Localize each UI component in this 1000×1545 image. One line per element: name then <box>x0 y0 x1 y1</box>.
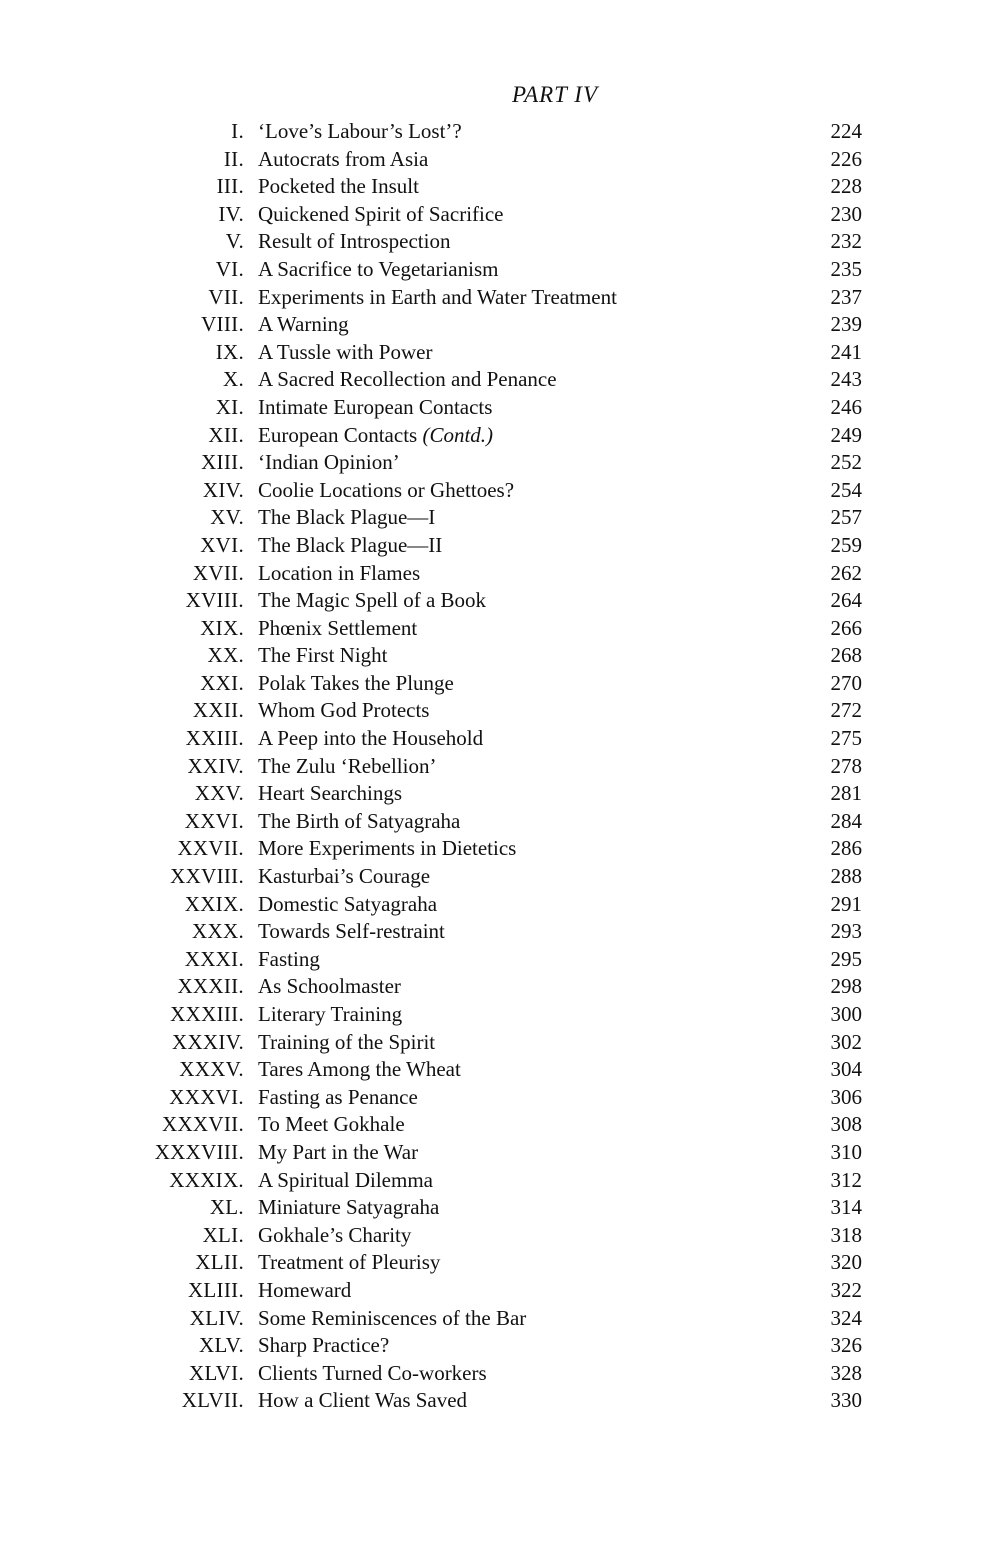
toc-entry <box>0 256 1000 284</box>
chapter-page-number: 272 <box>830 698 862 723</box>
chapter-title-text: The First Night <box>258 643 388 668</box>
chapter-page-number: 330 <box>830 1388 862 1413</box>
chapter-title <box>258 560 420 588</box>
chapter-numeral: V. <box>225 229 244 254</box>
chapter-title-text: ‘Indian Opinion’ <box>258 450 400 475</box>
chapter-page-number: 324 <box>830 1305 862 1330</box>
chapter-numeral: VI. <box>215 256 244 281</box>
chapter-numeral: XXXIX. <box>169 1167 244 1192</box>
chapter-page-number: 322 <box>830 1277 862 1302</box>
chapter-title <box>258 1111 405 1139</box>
chapter-title-text: European Contacts <box>258 422 418 447</box>
chapter-numeral: XII. <box>208 422 244 447</box>
chapter-title-text: The Birth of Satyagraha <box>258 808 461 833</box>
chapter-title-text: My Part in the War <box>258 1139 419 1164</box>
chapter-title-text: A Warning <box>258 312 349 337</box>
toc-entry <box>0 1194 1000 1222</box>
toc-entry <box>0 1277 1000 1305</box>
chapter-numeral: XIV. <box>202 477 244 502</box>
chapter-title <box>258 587 486 615</box>
chapter-page-number: 254 <box>830 477 862 502</box>
chapter-title <box>258 339 432 367</box>
toc-entry <box>0 1001 1000 1029</box>
chapter-title-text: Autocrats from Asia <box>258 146 429 171</box>
chapter-title-text: Miniature Satyagraha <box>258 1195 440 1220</box>
chapter-title <box>258 973 401 1001</box>
chapter-title <box>258 835 516 863</box>
chapter-numeral: II. <box>223 146 244 171</box>
chapter-title-text: Fasting as Penance <box>258 1084 418 1109</box>
chapter-page-number: 310 <box>830 1139 862 1164</box>
chapter-title <box>258 1387 467 1415</box>
chapter-numeral: IV. <box>218 201 244 226</box>
chapter-page-number: 235 <box>830 256 862 281</box>
chapter-page-number: 226 <box>830 146 862 171</box>
chapter-numeral: VII. <box>208 284 244 309</box>
chapter-title-text: Treatment of Pleurisy <box>258 1250 441 1275</box>
toc-entry <box>0 394 1000 422</box>
chapter-title <box>258 1360 487 1388</box>
toc-entry <box>0 1332 1000 1360</box>
chapter-numeral: XLVII. <box>181 1388 244 1413</box>
chapter-title <box>258 725 483 753</box>
chapter-numeral: X. <box>222 367 244 392</box>
chapter-numeral: XLVI. <box>189 1360 244 1385</box>
chapter-title-text: Tares Among the Wheat <box>258 1057 461 1082</box>
toc-entry <box>0 780 1000 808</box>
chapter-title <box>258 1194 439 1222</box>
chapter-title <box>258 284 617 312</box>
chapter-page-number: 230 <box>830 201 862 226</box>
chapter-numeral: XXXV. <box>179 1057 244 1082</box>
chapter-title <box>258 118 462 146</box>
chapter-title-text: The Black Plague—II <box>258 532 443 557</box>
toc-entry <box>0 973 1000 1001</box>
toc-entry <box>0 1387 1000 1415</box>
toc-entry <box>0 697 1000 725</box>
chapter-numeral: XV. <box>210 505 244 530</box>
chapter-title-text: Domestic Satyagraha <box>258 891 438 916</box>
chapter-title <box>258 1222 411 1250</box>
chapter-numeral: XXII. <box>192 698 244 723</box>
chapter-title <box>258 449 400 477</box>
chapter-numeral: XLII. <box>195 1250 244 1275</box>
chapter-title-text: Result of Introspection <box>258 229 451 254</box>
chapter-title <box>258 228 450 256</box>
chapter-page-number: 239 <box>830 312 862 337</box>
chapter-title <box>258 1001 402 1029</box>
chapter-title-text: A Peep into the Household <box>258 726 484 751</box>
toc-entry <box>0 146 1000 174</box>
chapter-title-text: Whom God Protects <box>258 698 430 723</box>
chapter-title <box>258 311 349 339</box>
chapter-title <box>258 670 454 698</box>
toc-entry <box>0 946 1000 974</box>
toc-entry <box>0 1222 1000 1250</box>
chapter-title-text: Sharp Practice? <box>258 1333 390 1358</box>
chapter-numeral: XXVI. <box>184 808 244 833</box>
chapter-title <box>258 642 388 670</box>
chapter-numeral: IX. <box>215 339 244 364</box>
chapter-numeral: XXXII. <box>177 974 244 999</box>
chapter-page-number: 257 <box>830 505 862 530</box>
chapter-page-number: 293 <box>830 919 862 944</box>
toc-entry <box>0 560 1000 588</box>
chapter-numeral: III. <box>216 174 244 199</box>
toc-entry <box>0 725 1000 753</box>
part-heading: PART IV <box>511 82 599 107</box>
toc-entry <box>0 1029 1000 1057</box>
chapter-page-number: 275 <box>830 726 862 751</box>
chapter-title <box>258 753 436 781</box>
chapter-title <box>258 891 437 919</box>
chapter-page-number: 328 <box>830 1360 862 1385</box>
chapter-page-number: 314 <box>830 1195 862 1220</box>
chapter-title-text: Intimate European Contacts <box>258 394 493 419</box>
chapter-title-text: Polak Takes the Plunge <box>258 670 454 695</box>
chapter-page-number: 243 <box>830 367 862 392</box>
chapter-title-text: A Tussle with Power <box>258 339 433 364</box>
toc-entry <box>0 532 1000 560</box>
chapter-page-number: 266 <box>830 615 862 640</box>
toc-entry <box>0 863 1000 891</box>
chapter-title <box>258 256 498 284</box>
toc-entry <box>0 284 1000 312</box>
chapter-numeral: XXIV. <box>187 753 244 778</box>
chapter-title-text: More Experiments in Dietetics <box>258 836 517 861</box>
chapter-title <box>258 918 445 946</box>
chapter-title <box>258 1084 418 1112</box>
toc-entry <box>0 587 1000 615</box>
chapter-title-text: The Zulu ‘Rebellion’ <box>258 753 437 778</box>
chapter-title <box>258 615 417 643</box>
toc-entry <box>0 808 1000 836</box>
chapter-title-text: Location in Flames <box>258 560 421 585</box>
toc-entry <box>0 891 1000 919</box>
chapter-page-number: 246 <box>830 394 862 419</box>
chapter-title-text: Towards Self-restraint <box>258 919 445 944</box>
toc-entry <box>0 918 1000 946</box>
chapter-page-number: 300 <box>830 1002 862 1026</box>
chapter-title <box>258 1056 461 1084</box>
chapter-page-number: 320 <box>830 1250 862 1275</box>
chapter-page-number: 278 <box>830 753 862 778</box>
chapter-page-number: 298 <box>830 974 862 999</box>
chapter-page-number: 304 <box>830 1057 862 1082</box>
chapter-title <box>258 504 435 532</box>
chapter-numeral: XVI. <box>200 532 244 557</box>
chapter-numeral: XLIII. <box>187 1277 244 1302</box>
chapter-title-text: How a Client Was Saved <box>258 1388 468 1413</box>
chapter-page-number: 306 <box>830 1084 862 1109</box>
chapter-title <box>258 808 460 836</box>
chapter-title-text: Gokhale’s Charity <box>258 1222 412 1247</box>
chapter-numeral: XXVIII. <box>170 864 244 889</box>
chapter-page-number: 232 <box>830 229 862 254</box>
chapter-title-text: Coolie Locations or Ghettoes? <box>258 477 515 502</box>
toc-entry <box>0 228 1000 256</box>
chapter-title <box>258 1332 389 1360</box>
toc-entry <box>0 1249 1000 1277</box>
chapter-page-number: 249 <box>830 422 862 447</box>
chapter-title-text: Heart Searchings <box>258 781 403 806</box>
chapter-numeral: XXXI. <box>184 946 244 971</box>
toc-entry <box>0 118 1000 146</box>
chapter-numeral: XXXVI. <box>169 1084 244 1109</box>
chapter-title <box>258 780 402 808</box>
chapter-numeral: XVII. <box>192 560 244 585</box>
chapter-page-number: 281 <box>830 781 862 806</box>
toc-entry <box>0 1305 1000 1333</box>
toc-entry <box>0 201 1000 229</box>
chapter-title <box>258 863 430 891</box>
chapter-page-number: 286 <box>830 836 862 861</box>
chapter-page-number: 318 <box>830 1222 862 1247</box>
toc-entry <box>0 1056 1000 1084</box>
chapter-page-number: 291 <box>830 891 862 916</box>
chapter-numeral: XVIII. <box>185 588 244 613</box>
chapter-title-text: Experiments in Earth and Water Treatment <box>258 284 617 309</box>
chapter-page-number: 302 <box>830 1029 862 1054</box>
chapter-page-number: 252 <box>830 450 862 475</box>
toc-entry <box>0 835 1000 863</box>
chapter-page-number: 308 <box>830 1112 862 1137</box>
chapter-title-text: A Sacred Recollection and Penance <box>258 367 557 392</box>
chapter-title-text: Pocketed the Insult <box>258 174 419 199</box>
toc-entry <box>0 339 1000 367</box>
chapter-title <box>258 1167 433 1195</box>
toc-entry <box>0 477 1000 505</box>
chapter-title-text: To Meet Gokhale <box>258 1112 405 1137</box>
chapter-numeral: XXXVII. <box>162 1112 244 1137</box>
chapter-numeral: XXXVIII. <box>154 1139 244 1164</box>
toc-entry <box>0 670 1000 698</box>
table-of-contents <box>0 118 1000 1415</box>
toc-entry <box>0 1139 1000 1167</box>
chapter-title-text: As Schoolmaster <box>258 974 401 999</box>
toc-entry <box>0 1084 1000 1112</box>
chapter-page-number: 262 <box>830 560 862 585</box>
chapter-numeral: XXVII. <box>177 836 244 861</box>
chapter-title <box>258 697 429 725</box>
chapter-page-number: 326 <box>830 1333 862 1358</box>
toc-entry <box>0 173 1000 201</box>
chapter-numeral: XLI. <box>202 1222 244 1247</box>
chapter-title <box>258 1249 440 1277</box>
toc-entry <box>0 642 1000 670</box>
chapter-title <box>258 1305 526 1333</box>
chapter-page-number: 224 <box>830 119 862 143</box>
chapter-numeral: I. <box>231 119 244 143</box>
chapter-title <box>258 394 492 422</box>
chapter-title-text: Fasting <box>258 946 320 971</box>
toc-entry <box>0 1167 1000 1195</box>
chapter-title <box>258 422 493 450</box>
chapter-numeral: XLV. <box>199 1333 244 1358</box>
chapter-page-number: 284 <box>830 808 862 833</box>
chapter-title-text: Quickened Spirit of Sacrifice <box>258 201 504 226</box>
toc-entry <box>0 615 1000 643</box>
chapter-title-suffix: (Contd.) <box>422 422 494 447</box>
chapter-page-number: 264 <box>830 588 862 613</box>
chapter-page-number: 288 <box>830 864 862 889</box>
chapter-title-text: Some Reminiscences of the Bar <box>258 1305 527 1330</box>
chapter-page-number: 259 <box>830 532 862 557</box>
chapter-numeral: XIII. <box>201 450 244 475</box>
chapter-numeral: VIII. <box>201 312 244 337</box>
chapter-title <box>258 477 514 505</box>
chapter-page-number: 237 <box>830 284 862 309</box>
chapter-page-number: 312 <box>830 1167 862 1192</box>
chapter-title-text: ‘Love’s Labour’s Lost’? <box>258 119 462 143</box>
toc-entry <box>0 504 1000 532</box>
chapter-title-text: Kasturbai’s Courage <box>258 864 431 889</box>
chapter-numeral: XXX. <box>192 919 244 944</box>
toc-entry <box>0 422 1000 450</box>
chapter-numeral: XL. <box>209 1195 244 1220</box>
toc-entry <box>0 753 1000 781</box>
chapter-title-text: The Magic Spell of a Book <box>258 588 487 613</box>
chapter-title-text: Homeward <box>258 1277 352 1302</box>
toc-entry <box>0 449 1000 477</box>
chapter-page-number: 268 <box>830 643 862 668</box>
chapter-numeral: XI. <box>215 394 244 419</box>
chapter-title-text: Literary Training <box>258 1002 403 1026</box>
chapter-numeral: XXV. <box>194 781 244 806</box>
chapter-title-text: Clients Turned Co-workers <box>258 1360 487 1385</box>
chapter-numeral: XLIV. <box>189 1305 244 1330</box>
chapter-page-number: 228 <box>830 174 862 199</box>
chapter-page-number: 295 <box>830 946 862 971</box>
chapter-title <box>258 146 428 174</box>
chapter-title-text: The Black Plague—I <box>258 505 436 530</box>
toc-entry <box>0 311 1000 339</box>
chapter-title <box>258 1139 418 1167</box>
chapter-numeral: XXXIV. <box>172 1029 244 1054</box>
chapter-numeral: XXIII. <box>185 726 244 751</box>
chapter-title-text: Phœnix Settlement <box>258 615 418 640</box>
toc-entry <box>0 366 1000 394</box>
chapter-title <box>258 946 320 974</box>
chapter-title-text: A Sacrifice to Vegetarianism <box>258 256 499 281</box>
chapter-title <box>258 366 557 394</box>
chapter-numeral: XIX. <box>200 615 244 640</box>
toc-entry <box>0 1360 1000 1388</box>
chapter-page-number: 270 <box>830 670 862 695</box>
chapter-title <box>258 201 504 229</box>
chapter-numeral: XXXIII. <box>170 1002 244 1026</box>
chapter-title-text: A Spiritual Dilemma <box>258 1167 433 1192</box>
chapter-title <box>258 1029 435 1057</box>
chapter-title-text: Training of the Spirit <box>258 1029 436 1054</box>
chapter-title <box>258 532 442 560</box>
chapter-page-number: 241 <box>830 339 862 364</box>
chapter-title <box>258 173 419 201</box>
toc-entry <box>0 1111 1000 1139</box>
chapter-numeral: XXI. <box>200 670 244 695</box>
chapter-numeral: XX. <box>207 643 244 668</box>
chapter-numeral: XXIX. <box>184 891 244 916</box>
chapter-title <box>258 1277 351 1305</box>
